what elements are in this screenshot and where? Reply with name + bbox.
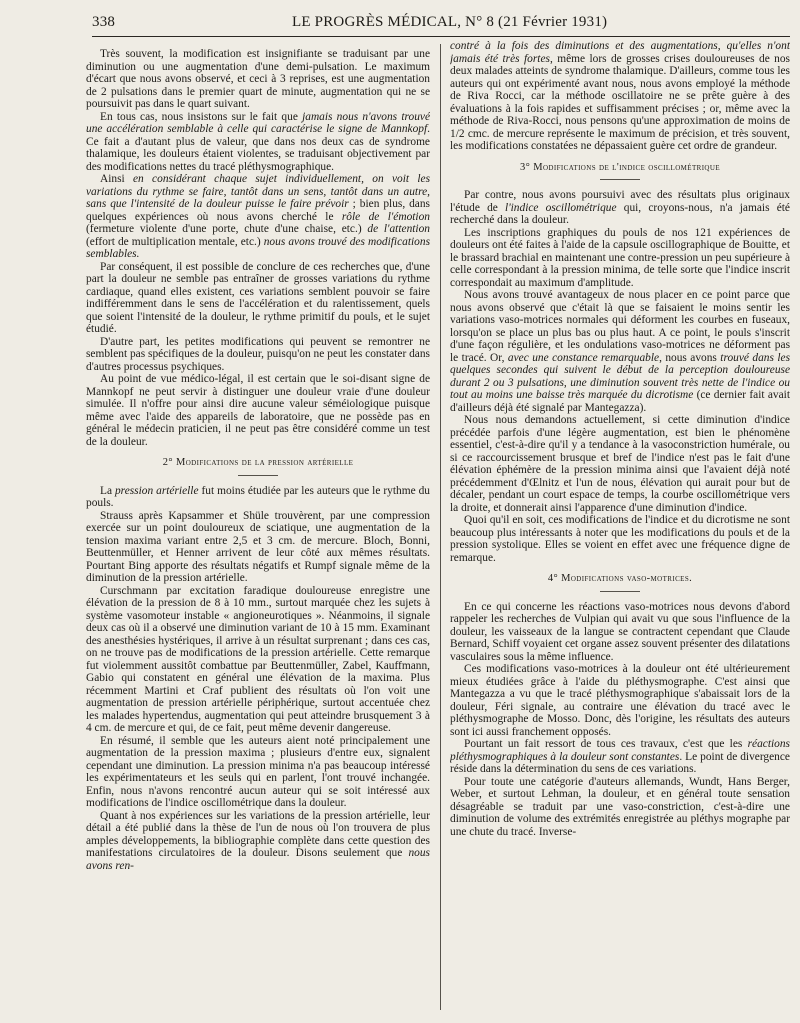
running-header bbox=[92, 14, 790, 34]
paragraph: Par conséquent, il est possible de conclure de ces recherches que, d'une part la douleur ne semble pas entraîner de grosses variations du rythme cardiaque, quand elles existent, ces variations semblent pouvoir se faire indifféremment dans le sens de l'accélération et du ralentissement, quels que soient l'intensité de la douleur, le rythme primitif du pouls, et le sujet étudié. bbox=[86, 260, 430, 335]
left-column bbox=[86, 48, 430, 1008]
paragraph: En tous cas, nous insistons sur le fait que jamais nous n'avons trouvé une accélération semblable à celle qui caractérise le signe de Mannkopf. Ce fait a d'autant plus de valeur, que dans nos deux cas de syndrome thalamique, les douleurs étaient violentes, se traduisant objectivement par des modifications nettes du tracé pléthysmographique. bbox=[86, 110, 430, 173]
paragraph: Les inscriptions graphiques du pouls de nos 121 expériences de douleurs ont été faites à l'aide de la capsule oscillographique de Bouitte, et le brassard brachial en maintenant une contre-pression un peu supérieure à celle correspondant à la pression minima, de telle sorte que l'indice inscrit correspondait au maximum d'amplitude. bbox=[450, 226, 790, 289]
paragraph: Ces modifications vaso-motrices à la douleur ont été ultérieurement mieux étudiées grâce à l'aide du pléthysmographe. C'est ainsi que Mantegazza a vu que le tracé pléthysmographique s'abaissait lors de la douleur, Féri signale, au contraire une élévation du tracé avec le pléthysmographe de Mosso. Donc, dès l'origine, les résultats des auteurs sont ici aussi franchement opposés. bbox=[450, 663, 790, 738]
paragraph: Pour toute une catégorie d'auteurs allemands, Wundt, Hans Berger, Weber, et surtout Lehman, la douleur, et en général toute sensation désagréable se traduit par une vaso-constriction, c'est-à-dire une diminution de volume des extrémités enregistrée au pléthys mographe par une chute du tracé. Inverse- bbox=[450, 775, 790, 838]
paragraph: contré à la fois des diminutions et des augmentations, qu'elles n'ont jamais été très fortes, même lors de grosses crises douloureuses de nos deux malades atteints de syndrome thalamique. D'ailleurs, comme tous les auteurs qui ont expérimenté avant nous, nous avons employé la méthode de Riva Rocci, car la méthode oscillatoire ne se prête guère à des évaluations à la fois rapides et suffisamment précises ; or, même avec la méthode de Riva-Rocci, nous pensons qu'une approximation de moins de 1/2 cmc. de mercure représente le maximum de précision, et très souvent, les modifications constatées ne dépassaient guère cet ordre de grandeur. bbox=[450, 40, 790, 152]
header-rule bbox=[92, 36, 790, 37]
paragraph: Par contre, nous avons poursuivi avec des résultats plus originaux l'étude de l'indice oscillométrique qui, croyons-nous, n'a jamais été recherché dans la douleur. bbox=[450, 189, 790, 226]
section-heading: 3° Modifications de l'indice oscillométrique bbox=[450, 162, 790, 181]
paragraph: Pourtant un fait ressort de tous ces travaux, c'est que les réactions pléthysmographiques à la douleur sont constantes. Le point de divergence réside dans la détermination du sens de ces variations. bbox=[450, 738, 790, 775]
paragraph: Quant à nos expériences sur les variations de la pression artérielle, leur détail a été publié dans la thèse de l'un de nous où l'on trouvera de plus amples développements, la bibliographie complète dans cette question des manifestations circulatoires de la douleur. Disons seulement que nous avons ren- bbox=[86, 809, 430, 872]
paragraph: En ce qui concerne les réactions vaso-motrices nous devons d'abord rappeler les recherches de Vulpian qui avait vu que sous l'influence de la douleur, les vaisseaux de la langue se contractent cependant que Claude Bernard, Schiff voyaient cet organe assez souvent présenter des dilatations vasculaires sous la même influence. bbox=[450, 600, 790, 663]
paragraph: Curschmann par excitation faradique douloureuse enregistre une élévation de la pression de 8 à 10 mm., surtout marquée chez les sujets à système vasomoteur instable « angioneurotiques ». Néanmoins, il signale deux cas où il a observé une diminution variant de 10 à 15 mm. Examinant des anesthésies hystériques, il arrive à un résultat surprenant ; dans ces cas, on ne trouve pas de modifications de la pression artérielle. Cette remarque fut violemment aussitôt combattue par Beuttenmüller, Zabel, Kauffmann, Gabio qui constatent en général une élévation de la maxima. Plus récemment Martini et Craf publient des résultats où l'on voit une augmentation de pression artérielle périphérique, surtout accentuée chez les malades hypertendus, augmentation qui peut atteindre brusquement 3 à 4 cm. de mercure et qui, de ce fait, peut même devenir dangereuse. bbox=[86, 584, 430, 734]
paragraph: Au point de vue médico-légal, il est certain que le soi-disant signe de Mannkopf ne peut servir à distinguer une douleur vraie d'une douleur simulée. Il n'offre pour ainsi dire aucune valeur séméiologique puisque même avec l'aide des appareils de laboratoire, que ne possède pas en général le médecin praticien, il ne peut pas être considéré comme un test de la douleur. bbox=[86, 373, 430, 448]
paragraph: La pression artérielle fut moins étudiée par les auteurs que le rythme du pouls. bbox=[86, 484, 430, 509]
section-heading: 4° Modifications vaso-motrices. bbox=[450, 573, 790, 592]
page-number: 338 bbox=[92, 14, 116, 30]
column-divider bbox=[440, 44, 441, 1010]
paragraph: Ainsi en considérant chaque sujet individuellement, on voit les variations du rythme se faire, tantôt dans un sens, tantôt dans un autre, sans que l'intensité de la douleur puisse le faire prévoir ; bien plus, dans quelques expériences où nous avons cherché le rôle de l'émotion (fermeture violente d'une porte, chute d'une chaise, etc.) de l'attention (effort de multiplication mentale, etc.) nous avons trouvé des modifications semblables. bbox=[86, 173, 430, 260]
section-heading: 2° Modifications de la pression artérielle bbox=[86, 457, 430, 476]
paragraph: Très souvent, la modification est insignifiante se traduisant par une diminution ou une augmentation d'une demi-pulsation. Le maximum d'écart que nous avons observé, et ceci à 3 reprises, est une augmentation de 2 pulsations dans le premier quart de minute, augmentation qui ne se poursuivit pas dans le quart suivant. bbox=[86, 48, 430, 110]
paragraph: Strauss après Kapsammer et Shüle trouvèrent, par une compression exercée sur un point douloureux de sciatique, une augmentation de la tension maxima variant entre 2,5 et 3 cm. de mercure. Bloch, Bonni, Beuttenmüller, et Henner arrivent de leur côté aux mêmes résultats. Pourtant Bing apporte des résultats négatifs et Rumpf signale même de la diminution de la pression artérielle. bbox=[86, 509, 430, 584]
paragraph: En résumé, il semble que les auteurs aient noté principalement une augmentation de la pression maxima ; plusieurs d'entre eux, signalent cependant une diminution. La pression minima n'a pas beaucoup intéressé les expérimentateurs et les seuls qui en parlent, l'ont trouvé inchangée. Enfin, nous n'avons rencontré aucun auteur qui se soit intéressé aux modifications de l'indice oscillométrique dans la douleur. bbox=[86, 734, 430, 809]
journal-title: LE PROGRÈS MÉDICAL, N° 8 (21 Février 1931) bbox=[292, 14, 608, 30]
paragraph: D'autre part, les petites modifications qui peuvent se remontrer ne semblent pas spécifiques de la douleur, puisqu'on ne peut les constater dans d'autres processus psychiques. bbox=[86, 335, 430, 373]
paragraph: Nous avons trouvé avantageux de nous placer en ce point parce que nous avons observé que c'était là que se faisaient le moins sentir les variations vaso-motrices normales qui déforment les courbes en fuseaux, lorsqu'on se place un plus bas ou plus haut. A ce point, le pouls s'inscrit d'une façon régulière, et les ondulations vaso-motrices ne déforment pas le tracé. Or, avec une constance remarquable, nous avons trouvé dans les quelques secondes qui suivent le début de la perception douloureuse durant 2 ou 3 pulsations, une diminution souvent très nette de l'indice ou tout au moins une baisse très marquée du dicrotisme (ce dernier fait avait d'ailleurs déjà été signalé par Mantegazza). bbox=[450, 289, 790, 414]
paragraph: Quoi qu'il en soit, ces modifications de l'indice et du dicrotisme ne sont beaucoup plus intéressants à noter que les modifications du pouls et de la pression systolique. Elles se voient en effet avec une fréquence digne de remarque. bbox=[450, 514, 790, 564]
paragraph: Nous nous demandons actuellement, si cette diminution d'indice précédée parfois d'une légère augmentation, est bien le phénomène essentiel, c'est-à-dire qu'il y a tendance à la vasoconstriction humérale, ou si ce raccourcissement brusque et bref de l'indice n'est pas le fait d'une élévation éphémère de la pression minima ainsi que l'avaient déjà noté précédemment d'Œlnitz et l'un de nous, élévation qui aurait pour but de décaler, pendant un court espace de temps, la courbe oscillométrique vers la droite, et donnerait ainsi l'apparence d'une diminution d'indice. bbox=[450, 414, 790, 514]
right-column bbox=[450, 40, 790, 1000]
